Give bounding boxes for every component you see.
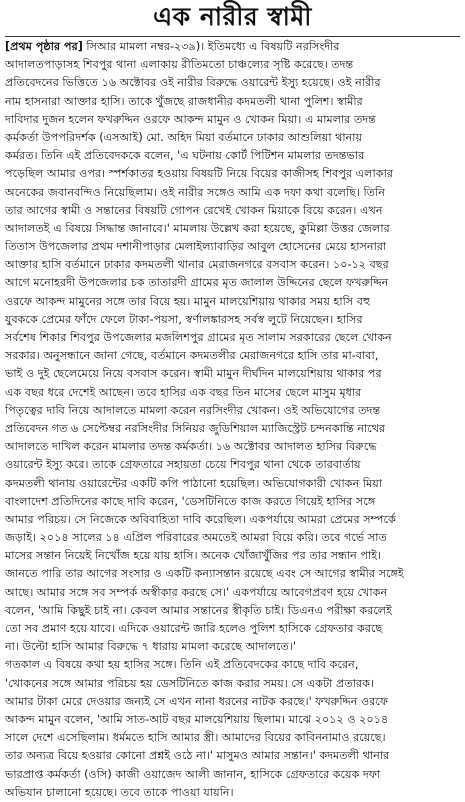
article-line: আদালতপাড়াসহ শিবপুর থানা এলাকায় রীতিমতো চাঞ্চল্যের সৃষ্টি করেছে। তদন্ত bbox=[5, 58, 354, 72]
article-line: সরকার। অনুসন্ধানে জানা গেছে, বর্তমানে কদমতলীর মেরাজনগরে হাসি তার মা-বাবা, bbox=[5, 349, 379, 363]
article-line: ওয়ারেন্ট ইস্যু করে। তাকে গ্রেফতারে সহায়তা চেয়ে শিবপুর থানা থেকে তারবার্তায় bbox=[5, 458, 361, 472]
article-line: দাবিদার দুজন হলেন ফখরুদ্দিন ওরফে আকন্দ মামুন ও খোকন মিয়া। এ মামলার তদন্ত bbox=[5, 112, 376, 126]
article-line: জানতে পারি তার আগের সংসার ও একটি কন্যাসন্তান রয়েছে এবং সে আগের স্বামীর সঙ্গেই bbox=[5, 567, 404, 581]
article-line-text: সিআর মামলা নম্বর-২৩৯)। ইতিমধ্যে এ বিষয়টি নরসিংদীর bbox=[82, 40, 340, 53]
article-line: সর্বশেষ শিকার শিবপুর উপজেলার মজলিশপুর গ্রামের মৃত সালাম সরকারের ছেলে খোকন bbox=[5, 331, 392, 344]
article-line: নাম হাসনারা আক্তার হাসি। তাকে খুঁজছে রাজধানীর কদমতলী থানা পুলিশ। স্বামীর bbox=[5, 94, 363, 108]
article-line: আদালতই এ বিষয়ে সিদ্ধান্ত জানাবে।' মামলায় উল্লেখ করা হয়েছে, কুমিল্লা উত্তর জেলার bbox=[5, 221, 390, 235]
article-line: পড়েছিল আমার ওপর। স্পর্শকাতর হওয়ায় বিষয়টি নিয়ে বিয়ের কাজীসহ শিবপুর এলাকার bbox=[5, 167, 393, 181]
article-line: যুবককে প্রেমের ফাঁদে ফেলে টাকা-পয়সা, স্বর্ণালঙ্কারসহ সর্বস্ব লুটে নিয়েছেন। হাসির bbox=[5, 312, 363, 326]
article-line: পিতৃত্বের দাবি নিয়ে আদালতে মামলা করেন নরসিংদীর খোকন। ওই অভিযোগের তদন্ত bbox=[5, 403, 381, 417]
article-line: অনেকের জবানবন্দিও নিয়েছিলাম। ওই নারীর সঙ্গেও আমি এক দফা কথা বলেছি। তিনি bbox=[5, 185, 385, 199]
article-line: 'খোকনের সঙ্গে আমার পরিচয় হয় ডেসটিনিতে কাজ করার সময়। সে একটা প্রতারক। bbox=[5, 676, 374, 690]
article-line: গতকাল এ বিষয়ে কথা হয় হাসির সঙ্গে। তিনি এই প্রতিবেদকের কাছে দাবি করেন, bbox=[5, 658, 359, 672]
article-line: আছে। আমার সঙ্গে সব সম্পর্ক অস্বীকার করছে সে।' একপর্যায়ে আবেগপ্রবণ হয়ে খোকন bbox=[5, 585, 388, 599]
article-line: আমার পরিচয়। সে নিজেকে অবিবাহিতা দাবি করেছিল। একপর্যায়ে আমরা প্রেমের সম্পর্কে bbox=[5, 512, 396, 526]
article-line: কর্মরত। তিনি এই প্রতিবেদককে বলেন, 'এ ঘটনায় কোর্ট পিটিশন মামলার তদন্তভার bbox=[5, 149, 365, 163]
article-line: প্রতিবেদন গত ৬ সেপ্টেম্বর নরসিংদীর সিনিয়র জুডিশিয়াল ম্যাজিস্ট্রেট চন্দনকান্তি নাথের bbox=[5, 421, 386, 435]
article-line bbox=[5, 38, 460, 56]
article-line: না। উল্টো হাসি আমার বিরুদ্ধে ৭ ধারায় মামলা করেছে আদালতে।' bbox=[5, 640, 296, 654]
article-line: তো সব প্রমাণ হয়ে যাবে। এদিকে ওয়ারেন্ট জারি হলেও পুলিশ হাসিকে গ্রেফতার করছে bbox=[5, 622, 383, 635]
article-line: জড়াই। ২০১৪ সালের ১৪ এপ্রিল পরিবারের অমতেই আমরা বিয়ে করি। তবে গর্ভে সাত bbox=[5, 531, 387, 545]
article-line: আগে মনোহরদী উপজেলার চক তাতারদী গ্রামের মৃত জালাল উদ্দিনের ছেলে ফখরুদ্দিন bbox=[5, 276, 389, 290]
article-line: তার অন্যত্র বিয়ে হওয়ার কোনো প্রশ্নই ওঠে না।' মাসুমও আমার সন্তান।' কদমতলী থানার bbox=[5, 749, 390, 763]
article-line: আদালতে দাখিল করেন মামলার তদন্ত কর্মকর্তা। ১৬ অক্টোবর আদালত হাসির বিরুদ্ধে bbox=[5, 440, 377, 454]
headline-rule bbox=[5, 36, 460, 37]
article-line: বাংলাদেশ প্রতিদিনের কাছে দাবি করেন, 'ডেসটিনিতে কাজ করতে গিয়েই হাসির সঙ্গে bbox=[5, 494, 376, 508]
article-line: তিতাস উপজেলার প্রথম দশানীপাড়ার মেলাইল্যাবাড়ির আবুল হোসেনের মেয়ে হাসনারা bbox=[5, 240, 387, 254]
article-line: আক্তার হাসি বর্তমানে ঢাকার কদমতলী থানার মেরাজনগরে বসবাস করেন। ১০-১২ বছর bbox=[5, 258, 389, 272]
continuation-label: [প্রথম পৃষ্ঠার পর] bbox=[5, 40, 83, 53]
article-line: আকন্দ মামুন বলেন, 'আমি সাত-আট বছর মালয়েশিয়ায় ছিলাম। মাঝে ২০১২ ও ২০১৪ bbox=[5, 712, 389, 726]
article-line: ওরফে আকন্দ মামুনের সঙ্গে তার বিয়ে হয়। মামুন মালয়েশিয়ায় থাকার সময় হাসি বহু bbox=[5, 294, 371, 308]
article-line: আমার টাকা মেরে দেওয়ার জন্যই সে এখন নানা ধরনের নাটক করছে।' ফখরুদ্দিন ওরফে bbox=[5, 694, 389, 708]
article-line: তার আগের স্বামী ও সন্তানের বিষয়টি গোপন রেখেই খোকন মিয়াকে বিয়ে করেন। এখন bbox=[5, 203, 383, 217]
article-body bbox=[5, 38, 460, 802]
article-line: সালে দেশে এসেছিলাম। ধর্মমতে হাসি আমার স্ত্রী। আমাদের বিয়ের কাবিননামাও রয়েছে। bbox=[5, 731, 386, 745]
headline: এক নারীর স্বামী bbox=[153, 2, 312, 31]
article-line: অভিযান চালানো হয়েছে। তবে তাকে পাওয়া যায়নি। bbox=[5, 785, 234, 799]
article-line: মাসের সন্তান নিয়েই নিখোঁজ হয়ে যায় হাসি। অনেক খোঁজাখুঁজির পর তার সন্ধান পাই। bbox=[5, 549, 382, 563]
article-line: ভারপ্রাপ্ত কর্মকর্তা (ওসি) কাজী ওয়াজেদ আলী জানান, হাসিকে গ্রেফতারে কয়েক দফা bbox=[5, 767, 381, 781]
article-line: কর্মকর্তা উপপরিদর্শক (এসআই) মো. অহিদ মিয়া বর্তমানে ঢাকার আশুলিয়া থানায় bbox=[5, 130, 363, 144]
article-line: কদমতলী থানায় ওয়ারেন্টের একটি কপি পাঠানো হয়েছিল। অভিযোগকারী খোকন মিয়া bbox=[5, 476, 383, 490]
article-line: এক বছর ধরে দেশেই আছেন। তবে হাসির এক বছর তিন মাসের ছেলে মাসুম মৃধার bbox=[5, 385, 362, 399]
article-line: বলেন, 'আমি কিছুই চাই না। কেবল আমার সন্তানের স্বীকৃতি চাই। ডিএনএ পরীক্ষা করলেই bbox=[5, 603, 392, 617]
article-line: ভাই ও দুই ছেলেমেয়ে নিয়ে বসবাস করেন। স্বামী মামুন দীর্ঘদিন মালয়েশিয়ায় থাকার পর bbox=[5, 367, 382, 381]
article-line: প্রতিবেদনের ভিত্তিতে ১৬ অক্টোবর ওই নারীর বিরুদ্ধে ওয়ারেন্ট ইস্যু হয়েছে। ওই নারীর bbox=[5, 76, 381, 90]
